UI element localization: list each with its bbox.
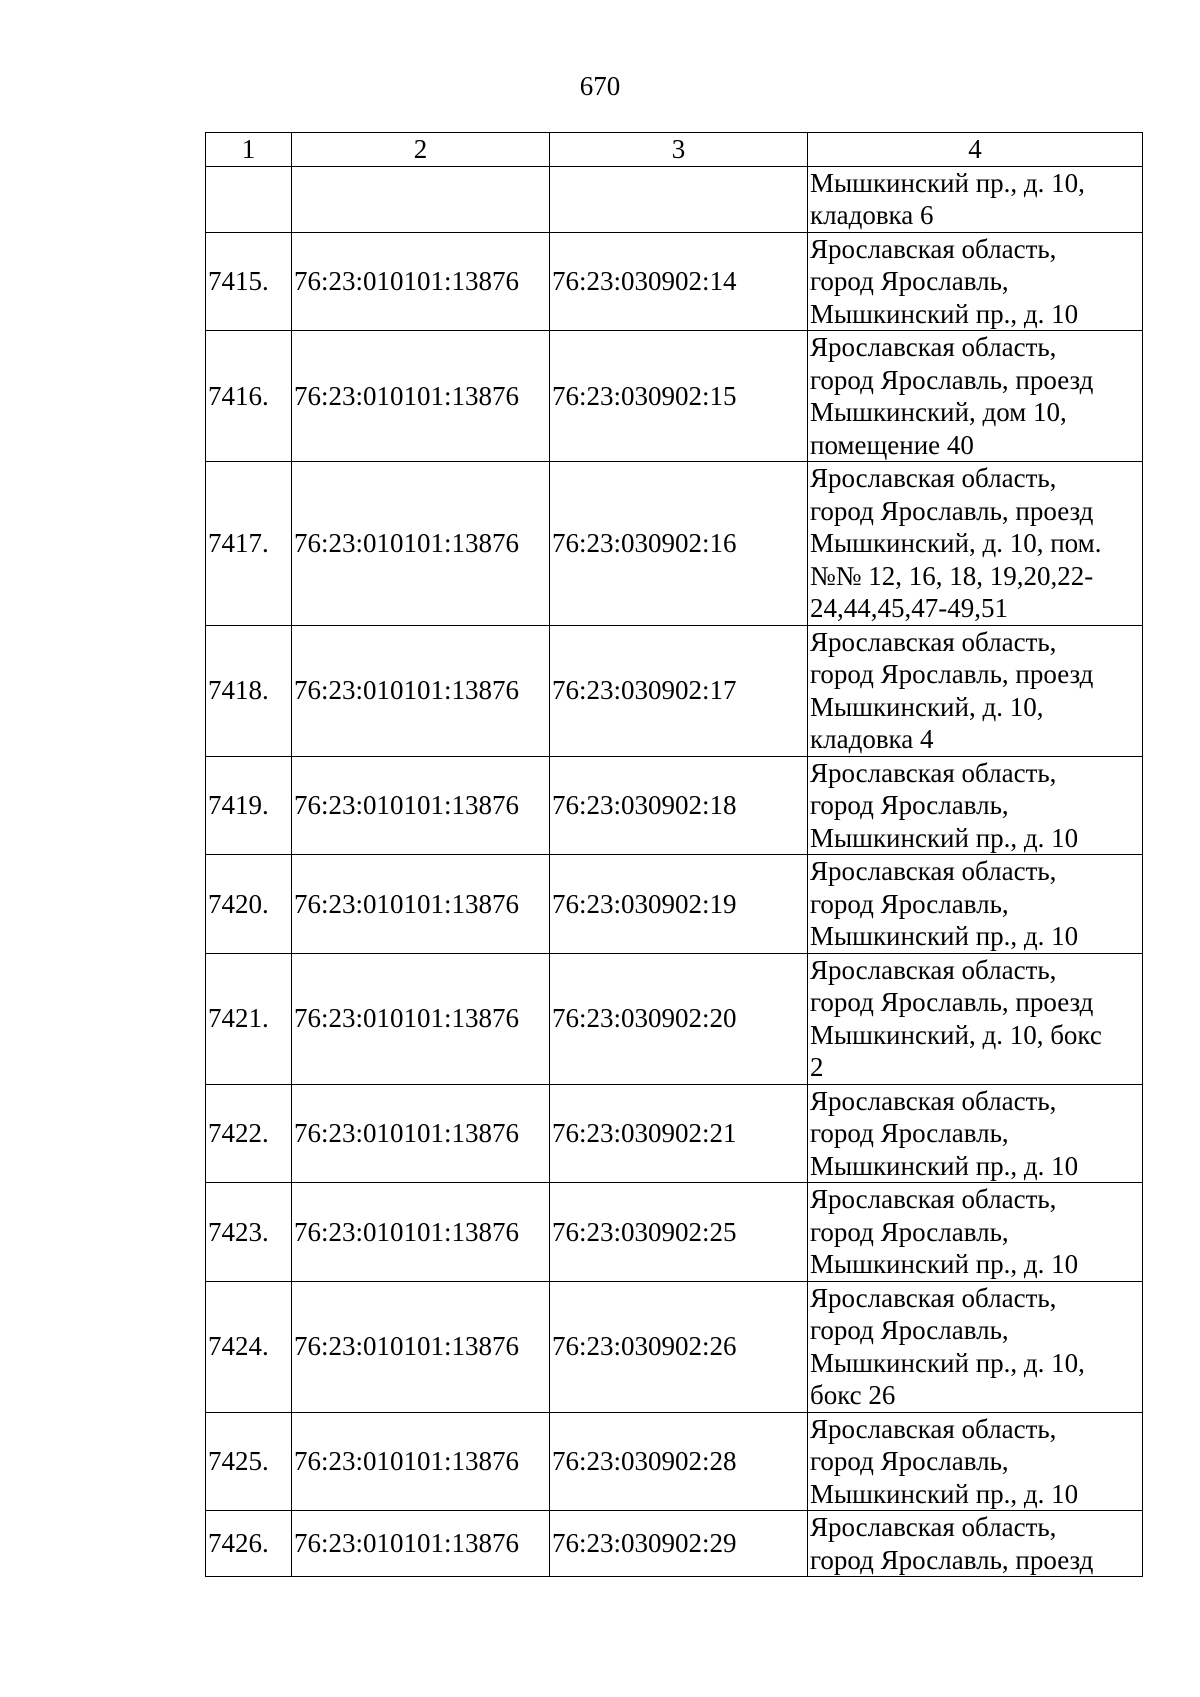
row-number-cell: 7417. <box>206 462 292 626</box>
address-line: Мышкинский пр., д. 10 <box>810 1478 1079 1509</box>
row-number-cell: 7423. <box>206 1183 292 1282</box>
cadastral-number-cell: 76:23:010101:13876 <box>292 953 550 1084</box>
address-line: город Ярославль, <box>810 266 1009 296</box>
table-row <box>206 1412 1143 1511</box>
address-line: Ярославская область, <box>810 1512 1057 1542</box>
table-row <box>206 625 1143 756</box>
address-line: Мышкинский пр., д. 10, <box>810 1347 1085 1378</box>
cadastral-number-cell: 76:23:010101:13876 <box>292 1281 550 1412</box>
cadastral-number-cell: 76:23:010101:13876 <box>292 1412 550 1511</box>
address-line: Ярославская область, <box>810 233 1057 264</box>
address-line: Мышкинский пр., д. 10 <box>810 1249 1079 1279</box>
object-number-cell: 76:23:030902:17 <box>550 625 808 756</box>
address-line: город Ярославль, <box>810 1315 1009 1345</box>
address-line: Мышкинский пр., д. 10 <box>810 921 1079 951</box>
table-row <box>206 1183 1143 1282</box>
table-row <box>206 331 1143 462</box>
address-line: город Ярославль, проезд <box>810 495 1094 526</box>
cadastral-number-cell: 76:23:010101:13876 <box>292 1511 550 1577</box>
address-cell <box>808 756 1143 855</box>
address-line: Ярославская область, <box>810 1413 1057 1444</box>
address-line: Ярославская область, <box>810 626 1057 657</box>
address-line: Мышкинский, д. 10, <box>810 691 1044 722</box>
address-line: город Ярославль, проезд <box>810 987 1094 1017</box>
cadastral-number-cell: 76:23:010101:13876 <box>292 1183 550 1282</box>
cadastral-number-cell <box>292 166 550 232</box>
cadastral-number-cell: 76:23:010101:13876 <box>292 232 550 331</box>
address-line: Ярославская область, <box>810 1184 1057 1214</box>
address-cell <box>808 1084 1143 1183</box>
address-line: 24,44,45,47-49,51 <box>810 593 1008 623</box>
row-number-cell: 7421. <box>206 953 292 1084</box>
address-line: Ярославская область, <box>810 954 1057 985</box>
object-number-cell: 76:23:030902:20 <box>550 953 808 1084</box>
address-line: кладовка 4 <box>810 724 934 754</box>
address-line: Ярославская область, <box>810 757 1057 788</box>
object-number-cell: 76:23:030902:21 <box>550 1084 808 1183</box>
address-line: 2 <box>810 1052 824 1082</box>
address-line: Ярославская область, <box>810 856 1057 886</box>
address-cell <box>808 331 1143 462</box>
address-cell <box>808 1511 1143 1577</box>
address-line: город Ярославль, проезд <box>810 364 1094 395</box>
address-cell <box>808 953 1143 1084</box>
row-number-cell: 7415. <box>206 232 292 331</box>
address-line: Мышкинский пр., д. 10, <box>810 167 1085 198</box>
table-body <box>206 166 1143 1577</box>
header-col-3: 3 <box>550 133 808 167</box>
object-number-cell: 76:23:030902:19 <box>550 855 808 954</box>
cadastral-number-cell: 76:23:010101:13876 <box>292 1084 550 1183</box>
row-number-cell: 7426. <box>206 1511 292 1577</box>
address-line: Ярославская область, <box>810 463 1057 493</box>
object-number-cell: 76:23:030902:29 <box>550 1511 808 1577</box>
object-number-cell: 76:23:030902:18 <box>550 756 808 855</box>
cadastral-number-cell: 76:23:010101:13876 <box>292 756 550 855</box>
object-number-cell: 76:23:030902:15 <box>550 331 808 462</box>
address-line: город Ярославль, <box>810 1446 1009 1476</box>
row-number-cell: 7420. <box>206 855 292 954</box>
object-number-cell: 76:23:030902:26 <box>550 1281 808 1412</box>
address-line: помещение 40 <box>810 429 974 460</box>
address-line: кладовка 6 <box>810 200 934 230</box>
address-cell <box>808 232 1143 331</box>
address-line: город Ярославль, <box>810 1118 1009 1148</box>
table-row <box>206 166 1143 232</box>
address-line: город Ярославль, проезд <box>810 1544 1094 1575</box>
row-number-cell <box>206 166 292 232</box>
table-row <box>206 953 1143 1084</box>
table-row <box>206 1511 1143 1577</box>
address-line: город Ярославль, <box>810 1216 1009 1247</box>
table-row <box>206 462 1143 626</box>
address-line: бокс 26 <box>810 1380 896 1410</box>
registry-table <box>205 132 1143 1577</box>
object-number-cell: 76:23:030902:28 <box>550 1412 808 1511</box>
address-line: Мышкинский пр., д. 10 <box>810 822 1079 853</box>
address-line: город Ярославль, проезд <box>810 659 1094 689</box>
address-line: Ярославская область, <box>810 1085 1057 1116</box>
row-number-cell: 7422. <box>206 1084 292 1183</box>
row-number-cell: 7418. <box>206 625 292 756</box>
address-line: Мышкинский, д. 10, бокс <box>810 1019 1102 1050</box>
address-cell <box>808 625 1143 756</box>
row-number-cell: 7416. <box>206 331 292 462</box>
page-number: 670 <box>579 71 621 101</box>
header-col-1: 1 <box>206 133 292 167</box>
table-row <box>206 1084 1143 1183</box>
cadastral-number-cell: 76:23:010101:13876 <box>292 462 550 626</box>
address-line: №№ 12, 16, 18, 19,20,22- <box>810 560 1094 591</box>
header-col-4: 4 <box>808 133 1143 167</box>
table-row <box>206 855 1143 954</box>
object-number-cell: 76:23:030902:25 <box>550 1183 808 1282</box>
address-cell <box>808 1412 1143 1511</box>
table-header-row <box>206 133 1143 167</box>
row-number-cell: 7425. <box>206 1412 292 1511</box>
table-row <box>206 1281 1143 1412</box>
cadastral-number-cell: 76:23:010101:13876 <box>292 855 550 954</box>
object-number-cell: 76:23:030902:14 <box>550 232 808 331</box>
address-line: Мышкинский, дом 10, <box>810 397 1067 427</box>
address-line: Мышкинский пр., д. 10 <box>810 1150 1079 1181</box>
header-col-2: 2 <box>292 133 550 167</box>
table-row <box>206 232 1143 331</box>
address-cell <box>808 855 1143 954</box>
address-cell <box>808 462 1143 626</box>
cadastral-number-cell: 76:23:010101:13876 <box>292 625 550 756</box>
address-line: Мышкинский, д. 10, пом. <box>810 528 1102 558</box>
row-number-cell: 7419. <box>206 756 292 855</box>
object-number-cell <box>550 166 808 232</box>
address-cell <box>808 1281 1143 1412</box>
cadastral-number-cell: 76:23:010101:13876 <box>292 331 550 462</box>
address-line: Ярославская область, <box>810 1282 1057 1313</box>
address-cell <box>808 166 1143 232</box>
object-number-cell: 76:23:030902:16 <box>550 462 808 626</box>
table-row <box>206 756 1143 855</box>
row-number-cell: 7424. <box>206 1281 292 1412</box>
address-line: Мышкинский пр., д. 10 <box>810 298 1079 329</box>
address-cell <box>808 1183 1143 1282</box>
address-line: город Ярославль, <box>810 888 1009 919</box>
address-line: город Ярославль, <box>810 790 1009 820</box>
address-line: Ярославская область, <box>810 332 1057 362</box>
